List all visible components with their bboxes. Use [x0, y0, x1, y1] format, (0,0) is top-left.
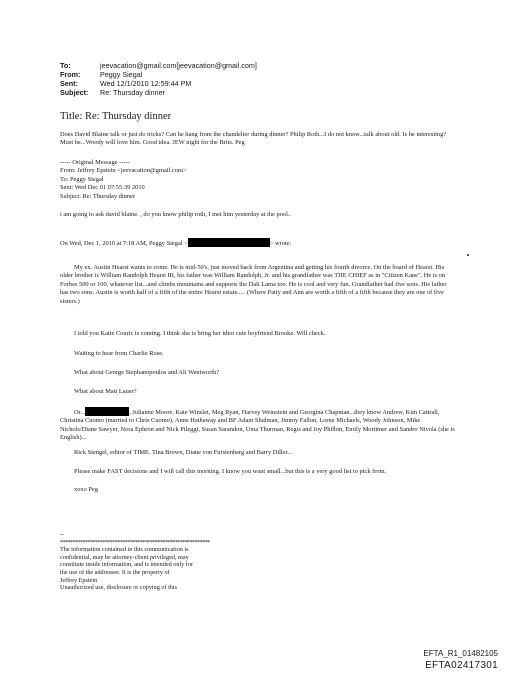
header-subject-row	[60, 88, 165, 97]
sig-line-4: the use of the addressee. It is the property of	[60, 568, 170, 576]
quote-paragraph-5: What about Matt Lauer?	[74, 388, 137, 395]
original-sent: Sent: Wed Dec 01 07:55:39 2010	[60, 184, 145, 192]
header-sent-row	[60, 79, 191, 88]
reply-paragraph: Does David Blaine talk or just do tricks? Can he hang from the chandelier during dinner? Philip Roth...I do not know...talk about old. Is he interesting? Must be...Woody will love him. Good idea. JEW night for the Brits. Peg	[60, 131, 447, 147]
to-value: jeevacation@gmail.com[jeevacation@gmail.com]	[100, 61, 257, 70]
quote-p6-rest: , Julianne Moore, Kate Winslet, Meg Ryan, Harvey Weinstein and Georgina Chapman...they know Andrew, Kim Cattrall, Christina Cuomo (married to Chris Cuomo), Anne Hathaway and BF Adam Shulman, Jimmy Fallon, Lorne Michaels, Woody Johnson, Mike Nichols/Diane Sawyer, Nora Ephron and Nick Pileggi, Susan Sarandon, Uma Thurman, Regis and Joy Philbin, Emily Mortimer and Sandro Nivola (she is English)...	[60, 409, 455, 442]
original-marker: ----- Original Message -----	[60, 159, 130, 166]
redaction-box	[85, 407, 129, 416]
original-to: To: Peggy Siegal	[60, 175, 104, 183]
quote-intro	[60, 238, 480, 248]
redaction-box	[188, 238, 270, 247]
sig-line-1: The information contained in this communication is	[60, 546, 189, 554]
sig-dashes: --	[60, 531, 65, 538]
sig-stars: ************************************************************	[60, 538, 210, 546]
quote-paragraph-4: What about George Stephanopoulos and Ali Wentworth?	[74, 369, 220, 376]
sent-label: Sent:	[60, 79, 78, 88]
from-label: From:	[60, 70, 81, 79]
quote-paragraph-2: I told you Katie Couric is coming. I think she is bring her idiot cute boyfriend Brooke. Will check.	[74, 330, 326, 337]
quote-paragraph-3: Waiting to hear from Charlie Rose.	[74, 350, 164, 357]
signature-block	[60, 531, 460, 592]
from-value: Peggy Siegal	[100, 70, 143, 79]
quote-paragraph-7: Rick Stengel, editor of TIME. Tina Brown, Diane von Furstenberg and Barry Diller...	[74, 449, 293, 456]
original-from: From: Jeffrey Epstein <jeevacation@gmail.com>	[60, 167, 187, 175]
subject-value: Re: Thursday dinner	[100, 88, 165, 97]
subject-label: Subject:	[60, 88, 89, 97]
epstein-message: i am going to ask david blaine. , do you know philip roth, I met him yesterday at the pool..	[60, 211, 292, 218]
page-title: Title: Re: Thursday dinner	[60, 111, 172, 122]
footer-id-1: EFTA_R1_01482105	[423, 649, 498, 658]
quote-intro-before: On Wed, Dec 1, 2010 at 7:18 AM, Peggy Siegal <	[60, 240, 188, 247]
original-message-block	[60, 159, 460, 201]
quote-intro-after: > wrote:	[269, 240, 292, 247]
sent-value: Wed 12/1/2010 12:59:44 PM	[100, 79, 192, 88]
quote-paragraph-1: My ex. Austin Hearst wants to come. He is mid-50's, just moved back from Argentina and getting his fourth divorce. On the board of Hearst. His older brother is William Randolph Hearst III, his father was William Randolph, Jr. and his grandfather was THE CHIEF as in "Citizen Kane". He is on Forbes 500 or 100, whatever list...and climbs mountains and supports the Dali Lama too. He is cool and very fun. Grandfather had five sons. His father has two sons. Austin is worth half of a fifth of the entire Hearst estate..... (Where Patty and Ann are worth a fifth of a fifth because they are one of five sisters.)	[60, 264, 447, 305]
quote-p6-start: Or...	[74, 409, 86, 416]
quote-paragraph-8: Please make FAST decisions and I will call this morning. I know you want small...but this is a very good list to pick from.	[74, 468, 387, 475]
sig-line-2: confidential, may be attorney-client privileged, may	[60, 553, 189, 561]
sig-line-5: Jeffrey Epstein	[60, 576, 98, 584]
stray-dot	[467, 254, 469, 256]
header-from-row	[60, 70, 142, 79]
original-subject: Subject: Re: Thursday dinner	[60, 192, 135, 200]
sig-line-3: constitute inside information, and is intended only for	[60, 561, 194, 569]
quote-signoff: xoxo Peg	[74, 486, 98, 493]
sig-line-6: Unauthorized use, disclosure or copying of this	[60, 584, 178, 592]
header-to-row	[60, 61, 257, 70]
quote-paragraph-6	[60, 407, 456, 443]
to-label: To:	[60, 61, 71, 70]
footer-id-2: EFTA02417301	[425, 660, 498, 671]
